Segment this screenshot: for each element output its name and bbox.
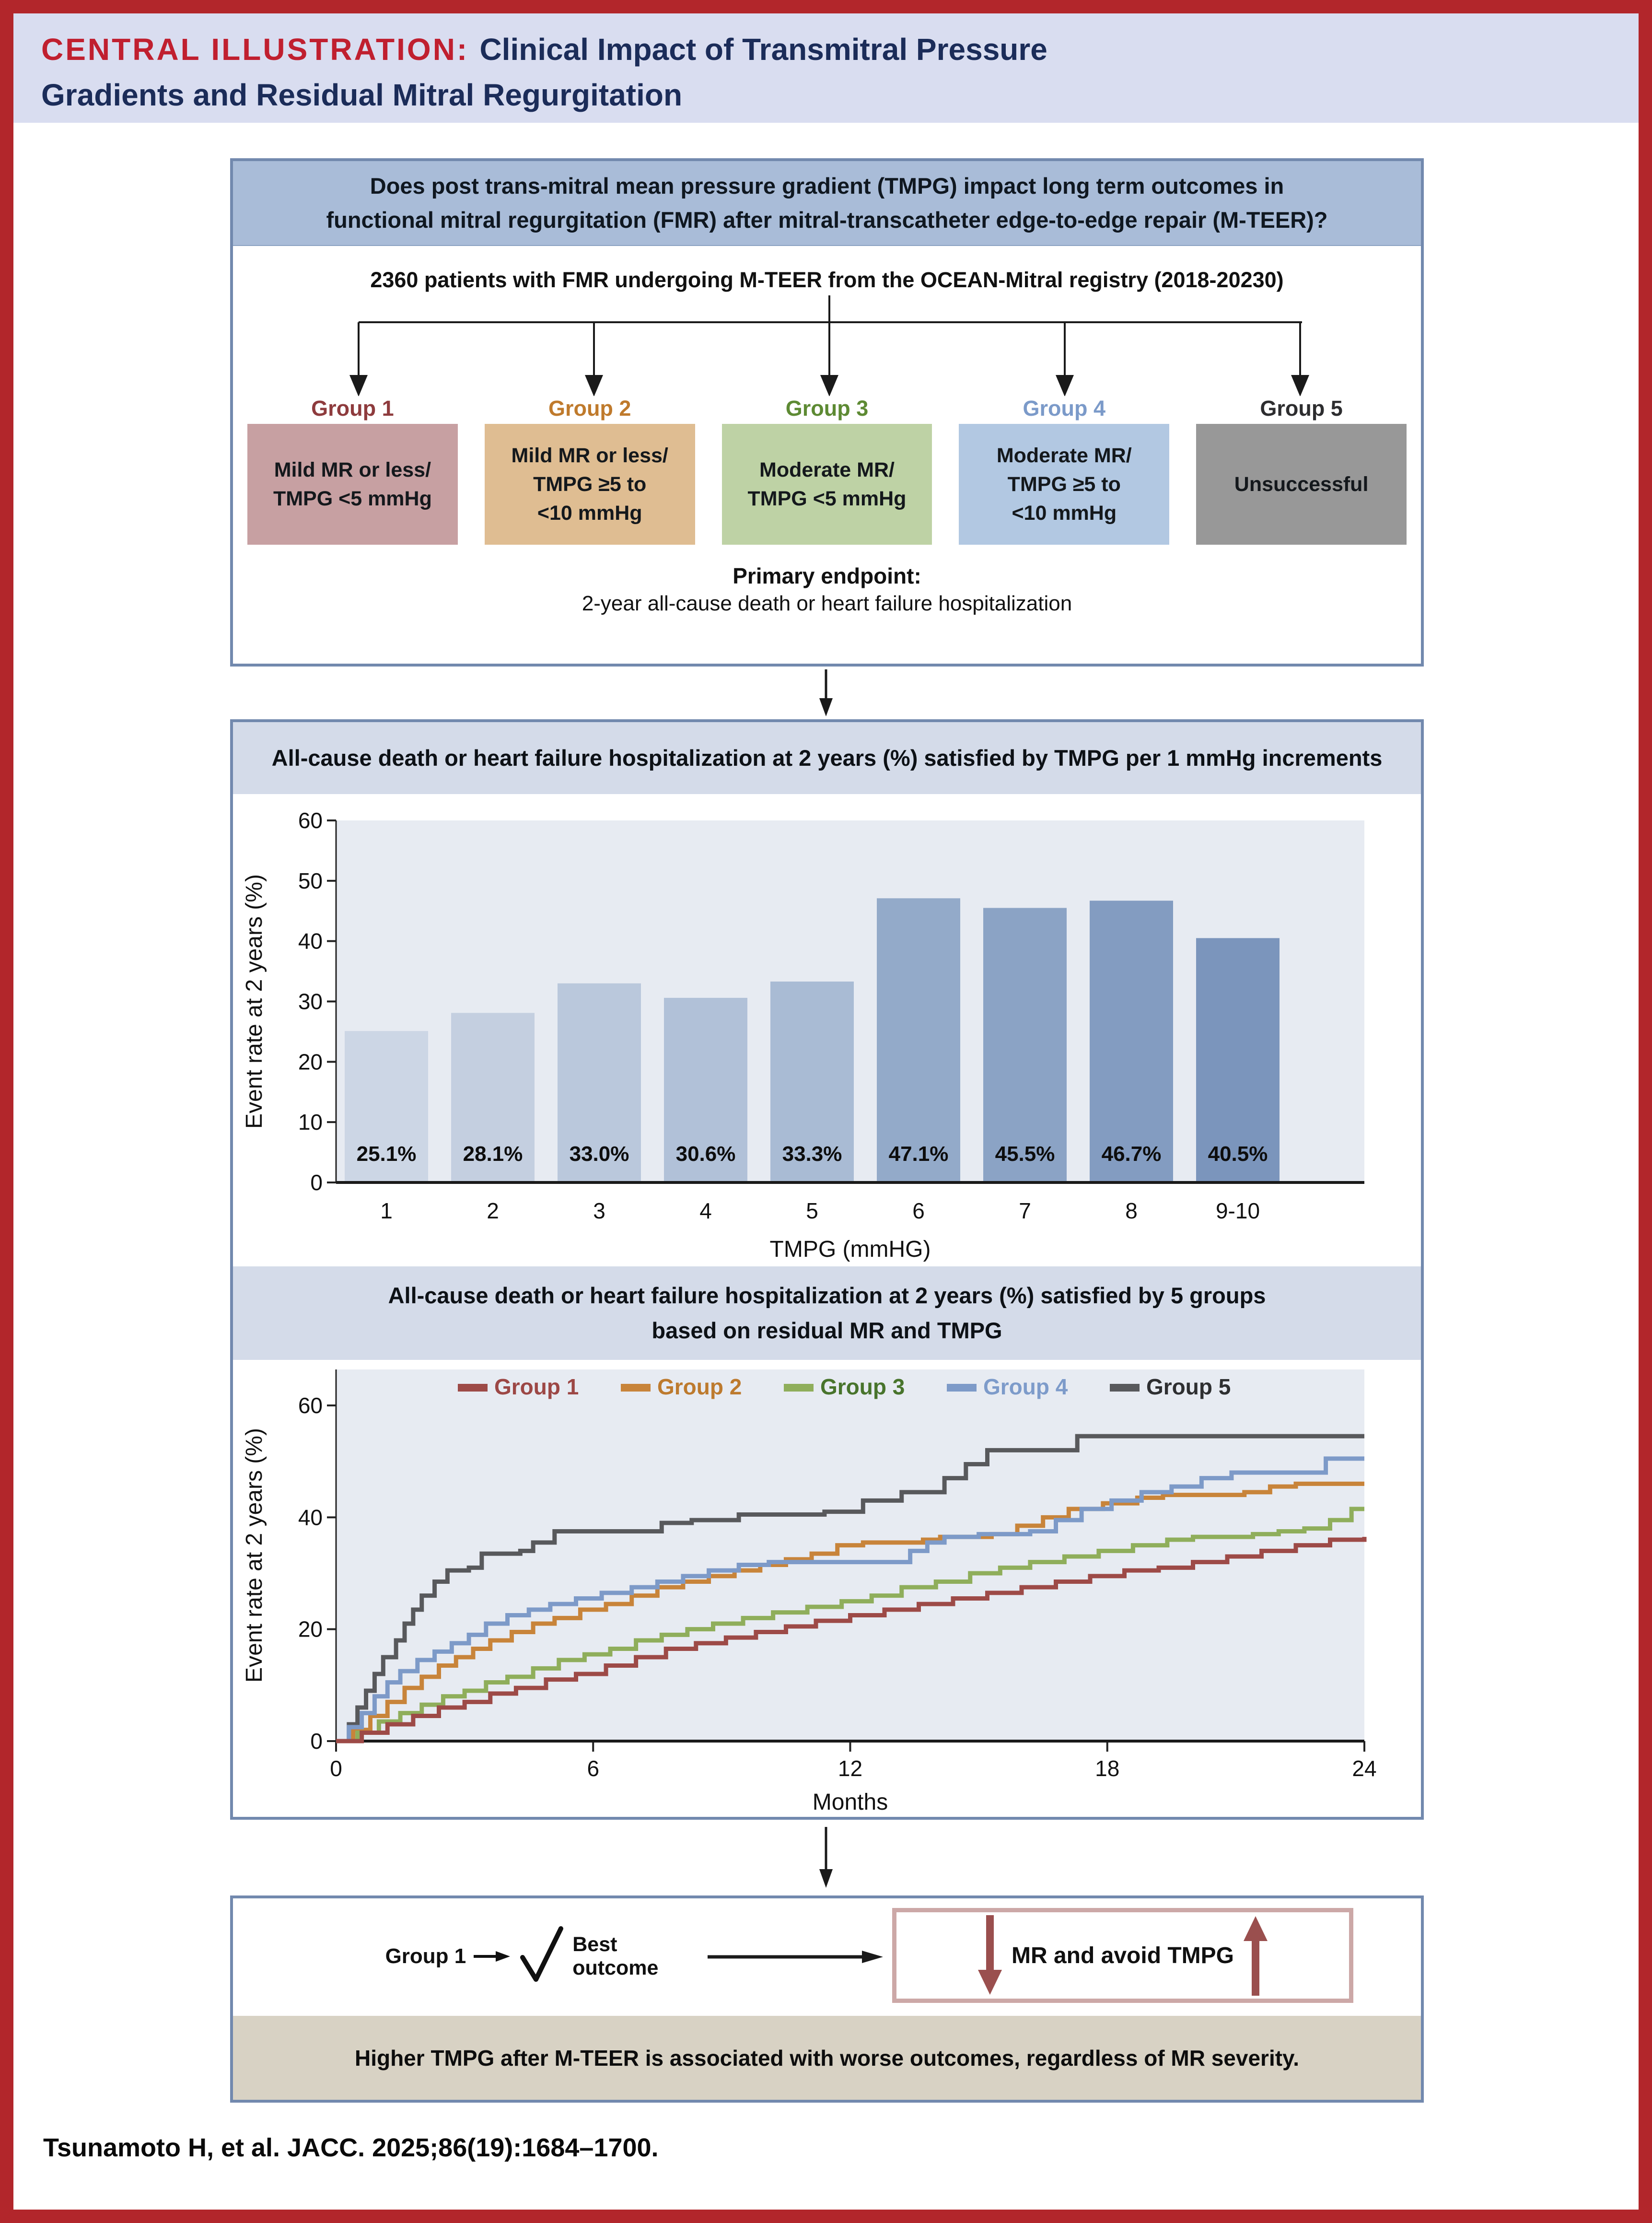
- legend-swatch-4: [947, 1384, 977, 1392]
- bar-category-label: 7: [1019, 1198, 1031, 1223]
- svg-text:6: 6: [587, 1756, 600, 1781]
- svg-text:10: 10: [298, 1110, 323, 1135]
- group1-best-outcome-box: [362, 1911, 681, 2002]
- down-arrow-icon: [975, 1915, 1005, 1996]
- mr-tmpg-message: MR and avoid TMPG: [1011, 1942, 1234, 1968]
- groups-row: [233, 396, 1421, 545]
- study-question-band: [233, 161, 1421, 246]
- bar-6: [877, 898, 960, 1182]
- conclusion-diagram: [233, 1898, 1421, 2016]
- up-arrow-icon: [1241, 1915, 1270, 1996]
- km-chart-xlabel: Months: [812, 1790, 888, 1815]
- km-chart-header-band: [233, 1266, 1421, 1360]
- svg-text:60: 60: [298, 808, 323, 833]
- bar-chart-title: All-cause death or heart failure hospitalization at 2 years (%) satisfied by TMPG per 1 mmHg increments: [271, 745, 1383, 771]
- bar-category-label: 3: [593, 1198, 605, 1223]
- legend-swatch-5: [1110, 1384, 1140, 1392]
- svg-text:30: 30: [298, 989, 323, 1014]
- bar-chart-zone: [233, 794, 1421, 1266]
- right-arrow-icon: [474, 1950, 511, 1963]
- group-label-4: Group 4: [1023, 396, 1106, 421]
- svg-text:12: 12: [838, 1756, 863, 1781]
- svg-text:60: 60: [298, 1393, 323, 1418]
- figure-title-band: [13, 13, 1639, 123]
- group-box-5: Unsuccessful: [1196, 424, 1407, 545]
- svg-text:18: 18: [1095, 1756, 1120, 1781]
- study-design-box: [230, 158, 1424, 667]
- bar-value-label: 33.0%: [569, 1142, 629, 1166]
- svg-text:20: 20: [298, 1049, 323, 1075]
- legend-label-1: Group 1: [494, 1374, 579, 1399]
- flow-down-arrow-2: [812, 1827, 840, 1889]
- svg-text:50: 50: [298, 868, 323, 893]
- bar-value-label: 28.1%: [463, 1142, 523, 1166]
- group-column-2: [485, 396, 695, 545]
- primary-endpoint-title: Primary endpoint:: [733, 563, 921, 588]
- bar-category-label: 6: [912, 1198, 925, 1223]
- group-label-5: Group 5: [1260, 396, 1343, 421]
- legend-swatch-2: [621, 1384, 651, 1392]
- bar-category-label: 5: [806, 1198, 818, 1223]
- conclusion-text: Higher TMPG after M-TEER is associated with worse outcomes, regardless of MR severity.: [354, 2045, 1299, 2071]
- study-question-text: Does post trans-mitral mean pressure gradient (TMPG) impact long term outcomes in functional mitral regurgitation (FMR) after mitral-transcatheter edge-to-edge repair (M-TEER)?: [326, 173, 1328, 233]
- svg-text:0: 0: [330, 1756, 342, 1781]
- legend-label-2: Group 2: [657, 1374, 742, 1399]
- legend-swatch-3: [784, 1384, 814, 1392]
- svg-text:0: 0: [310, 1170, 323, 1195]
- group-box-2: Mild MR or less/ TMPG ≥5 to <10 mmHg: [485, 424, 695, 545]
- conclusion-strip: [233, 2016, 1421, 2100]
- bar-value-label: 40.5%: [1208, 1142, 1268, 1166]
- km-chart-title-line1: All-cause death or heart failure hospitalization at 2 years (%) satisfied by 5 groups: [388, 1282, 1266, 1308]
- svg-text:20: 20: [298, 1616, 323, 1642]
- group-column-4: [959, 396, 1169, 545]
- group-column-5: [1196, 396, 1407, 545]
- bar-chart-xlabel: TMPG (mmHG): [769, 1237, 931, 1262]
- bar-chart: [233, 794, 1421, 1266]
- flowchart-connector: [233, 295, 1421, 396]
- figure-title-kicker: CENTRAL ILLUSTRATION:: [41, 32, 469, 67]
- best-outcome-label: Best outcome: [572, 1932, 659, 1979]
- group-box-3: Moderate MR/ TMPG <5 mmHg: [722, 424, 932, 545]
- legend-label-5: Group 5: [1146, 1374, 1231, 1399]
- check-icon: [519, 1926, 565, 1987]
- svg-text:40: 40: [298, 928, 323, 954]
- conclusion-box: [230, 1895, 1424, 2103]
- charts-box: [230, 719, 1424, 1820]
- bar-category-label: 8: [1125, 1198, 1138, 1223]
- legend-swatch-1: [458, 1384, 488, 1392]
- cohort-text: 2360 patients with FMR undergoing M-TEER from the OCEAN-Mitral registry (2018-20230): [370, 268, 1284, 292]
- bar-category-label: 9-10: [1215, 1198, 1260, 1223]
- group-column-3: [722, 396, 932, 545]
- km-chart-title-line2: based on residual MR and TMPG: [651, 1317, 1002, 1343]
- primary-endpoint: [233, 563, 1421, 616]
- flow-down-arrow-1: [812, 669, 840, 717]
- figure-title-line1: [41, 27, 1639, 72]
- group1-label: Group 1: [385, 1944, 466, 1968]
- citation: Tsunamoto H, et al. JACC. 2025;86(19):1684–1700.: [43, 2133, 659, 2162]
- svg-text:24: 24: [1352, 1756, 1377, 1781]
- bar-category-label: 4: [699, 1198, 712, 1223]
- group-box-4: Moderate MR/ TMPG ≥5 to <10 mmHg: [959, 424, 1169, 545]
- svg-text:0: 0: [310, 1729, 323, 1754]
- bar-value-label: 47.1%: [888, 1142, 949, 1166]
- bar-value-label: 25.1%: [356, 1142, 417, 1166]
- figure-title-text-line1: Clinical Impact of Transmitral Pressure: [479, 32, 1047, 67]
- svg-text:Event rate at 2 years (%): Event rate at 2 years (%): [242, 874, 267, 1129]
- bar-value-label: 30.6%: [675, 1142, 736, 1166]
- svg-text:40: 40: [298, 1505, 323, 1530]
- figure-title-text-line2: Gradients and Residual Mitral Regurgitation: [41, 77, 683, 112]
- bar-value-label: 33.3%: [782, 1142, 842, 1166]
- legend-label-3: Group 3: [820, 1374, 905, 1399]
- bar-category-label: 2: [487, 1198, 499, 1223]
- bar-8: [1090, 901, 1173, 1182]
- bar-value-label: 46.7%: [1101, 1142, 1162, 1166]
- legend-label-4: Group 4: [983, 1374, 1068, 1399]
- group-label-2: Group 2: [548, 396, 631, 421]
- mr-tmpg-message-box: [892, 1908, 1353, 2003]
- primary-endpoint-subtitle: 2-year all-cause death or heart failure hospitalization: [582, 592, 1072, 615]
- bar-category-label: 1: [380, 1198, 393, 1223]
- long-right-arrow: [708, 1950, 885, 1964]
- group-column-1: [247, 396, 458, 545]
- bar-value-label: 45.5%: [995, 1142, 1055, 1166]
- km-chart: [233, 1360, 1421, 1817]
- group-box-1: Mild MR or less/ TMPG <5 mmHg: [247, 424, 458, 545]
- group-label-3: Group 3: [785, 396, 869, 421]
- svg-text:Event rate at 2 years (%): Event rate at 2 years (%): [242, 1428, 267, 1683]
- bar-7: [983, 908, 1067, 1182]
- bar-chart-header-band: [233, 722, 1421, 794]
- group-label-1: Group 1: [311, 396, 394, 421]
- km-chart-zone: [233, 1360, 1421, 1817]
